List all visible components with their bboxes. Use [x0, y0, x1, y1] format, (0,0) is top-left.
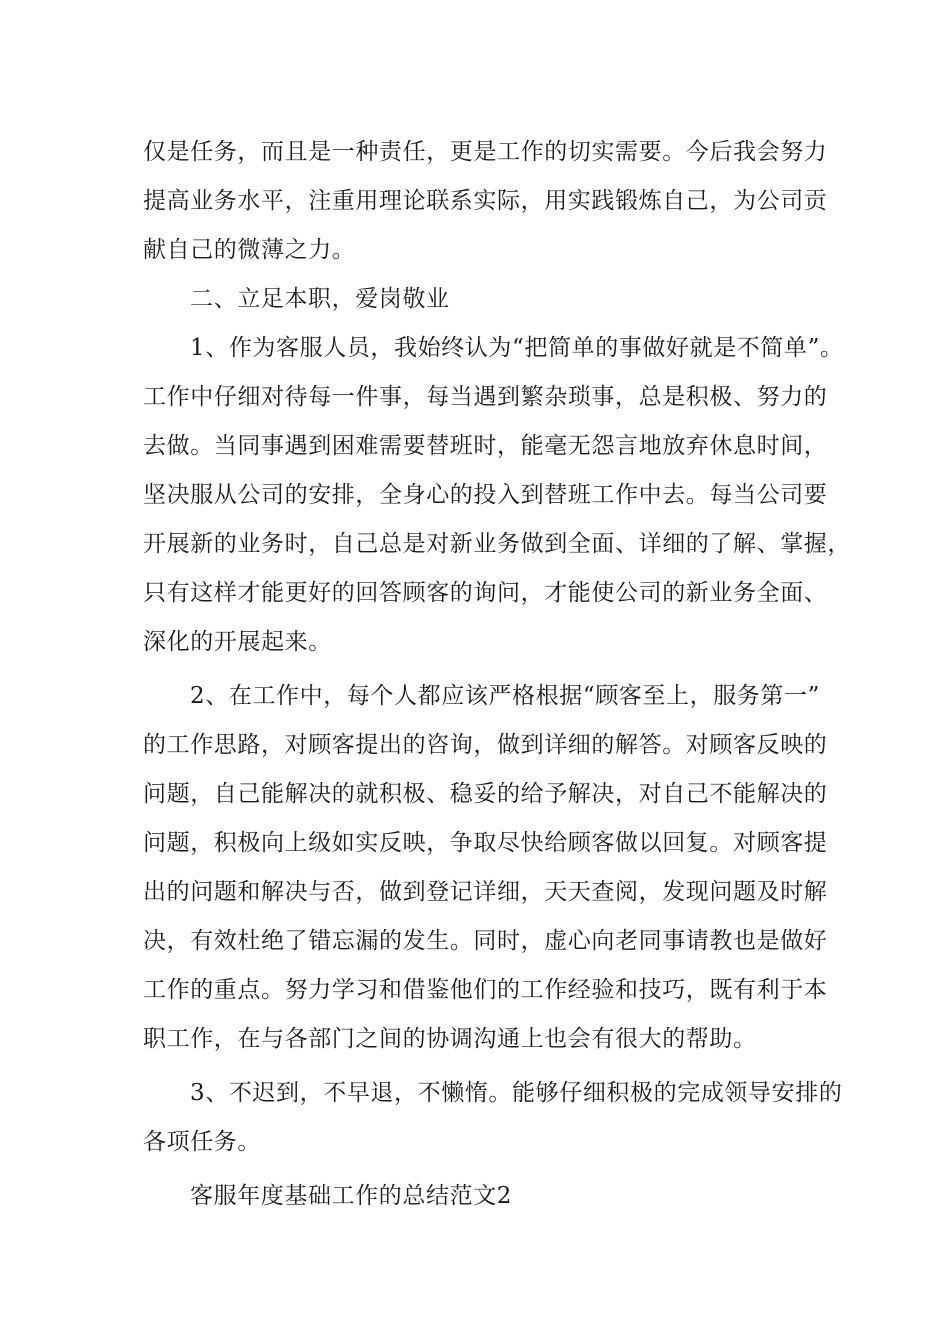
paragraph-line: 仅是任务，而且是一种责任，更是工作的切实需要。今后我会努力: [143, 139, 828, 165]
paragraph-line: 决，有效杜绝了错忘漏的发生。同时，虚心向老同事请教也是做好: [143, 928, 828, 954]
section-title: 客服年度基础工作的总结范文2: [190, 1183, 513, 1209]
paragraph-line: 出的问题和解决与否，做到登记详细，天天查阅，发现问题及时解: [143, 879, 828, 905]
paragraph-line: 各项任务。: [143, 1129, 261, 1155]
section-heading: 二、立足本职，爱岗敬业: [190, 286, 450, 312]
paragraph-line: 1、作为客服人员，我始终认为“把简单的事做好就是不简单”。: [190, 335, 844, 361]
paragraph-line: 深化的开展起来。: [143, 629, 332, 655]
paragraph-line: 去做。当同事遇到困难需要替班时，能毫无怨言地放弃休息时间，: [143, 433, 828, 459]
paragraph-line: 开展新的业务时，自己总是对新业务做到全面、详细的了解、掌握，: [143, 531, 851, 557]
paragraph-line: 工作的重点。努力学习和借鉴他们的工作经验和技巧，既有利于本: [143, 977, 828, 1003]
paragraph-line: 的工作思路，对顾客提出的咨询，做到详细的解答。对顾客反映的: [143, 732, 828, 758]
paragraph-line: 问题，自己能解决的就积极、稳妥的给予解决，对自己不能解决的: [143, 781, 828, 807]
paragraph-line: 只有这样才能更好的回答顾客的询问，才能使公司的新业务全面、: [143, 580, 828, 606]
paragraph-line: 问题，积极向上级如实反映，争取尽快给顾客做以回复。对顾客提: [143, 830, 828, 856]
paragraph-line: 工作中仔细对待每一件事，每当遇到繁杂琐事，总是积极、努力的: [143, 384, 828, 410]
paragraph-line: 2、在工作中，每个人都应该严格根据“顾客至上，服务第一”: [190, 683, 820, 709]
paragraph-line: 提高业务水平，注重用理论联系实际，用实践锻炼自己，为公司贡: [143, 188, 828, 214]
paragraph-line: 3、不迟到，不早退，不懒惰。能够仔细积极的完成领导安排的: [190, 1080, 843, 1106]
paragraph-line: 职工作，在与各部门之间的协调沟通上也会有很大的帮助。: [143, 1026, 757, 1052]
paragraph-line: 献自己的微薄之力。: [143, 237, 356, 263]
paragraph-line: 坚决服从公司的安排，全身心的投入到替班工作中去。每当公司要: [143, 482, 828, 508]
